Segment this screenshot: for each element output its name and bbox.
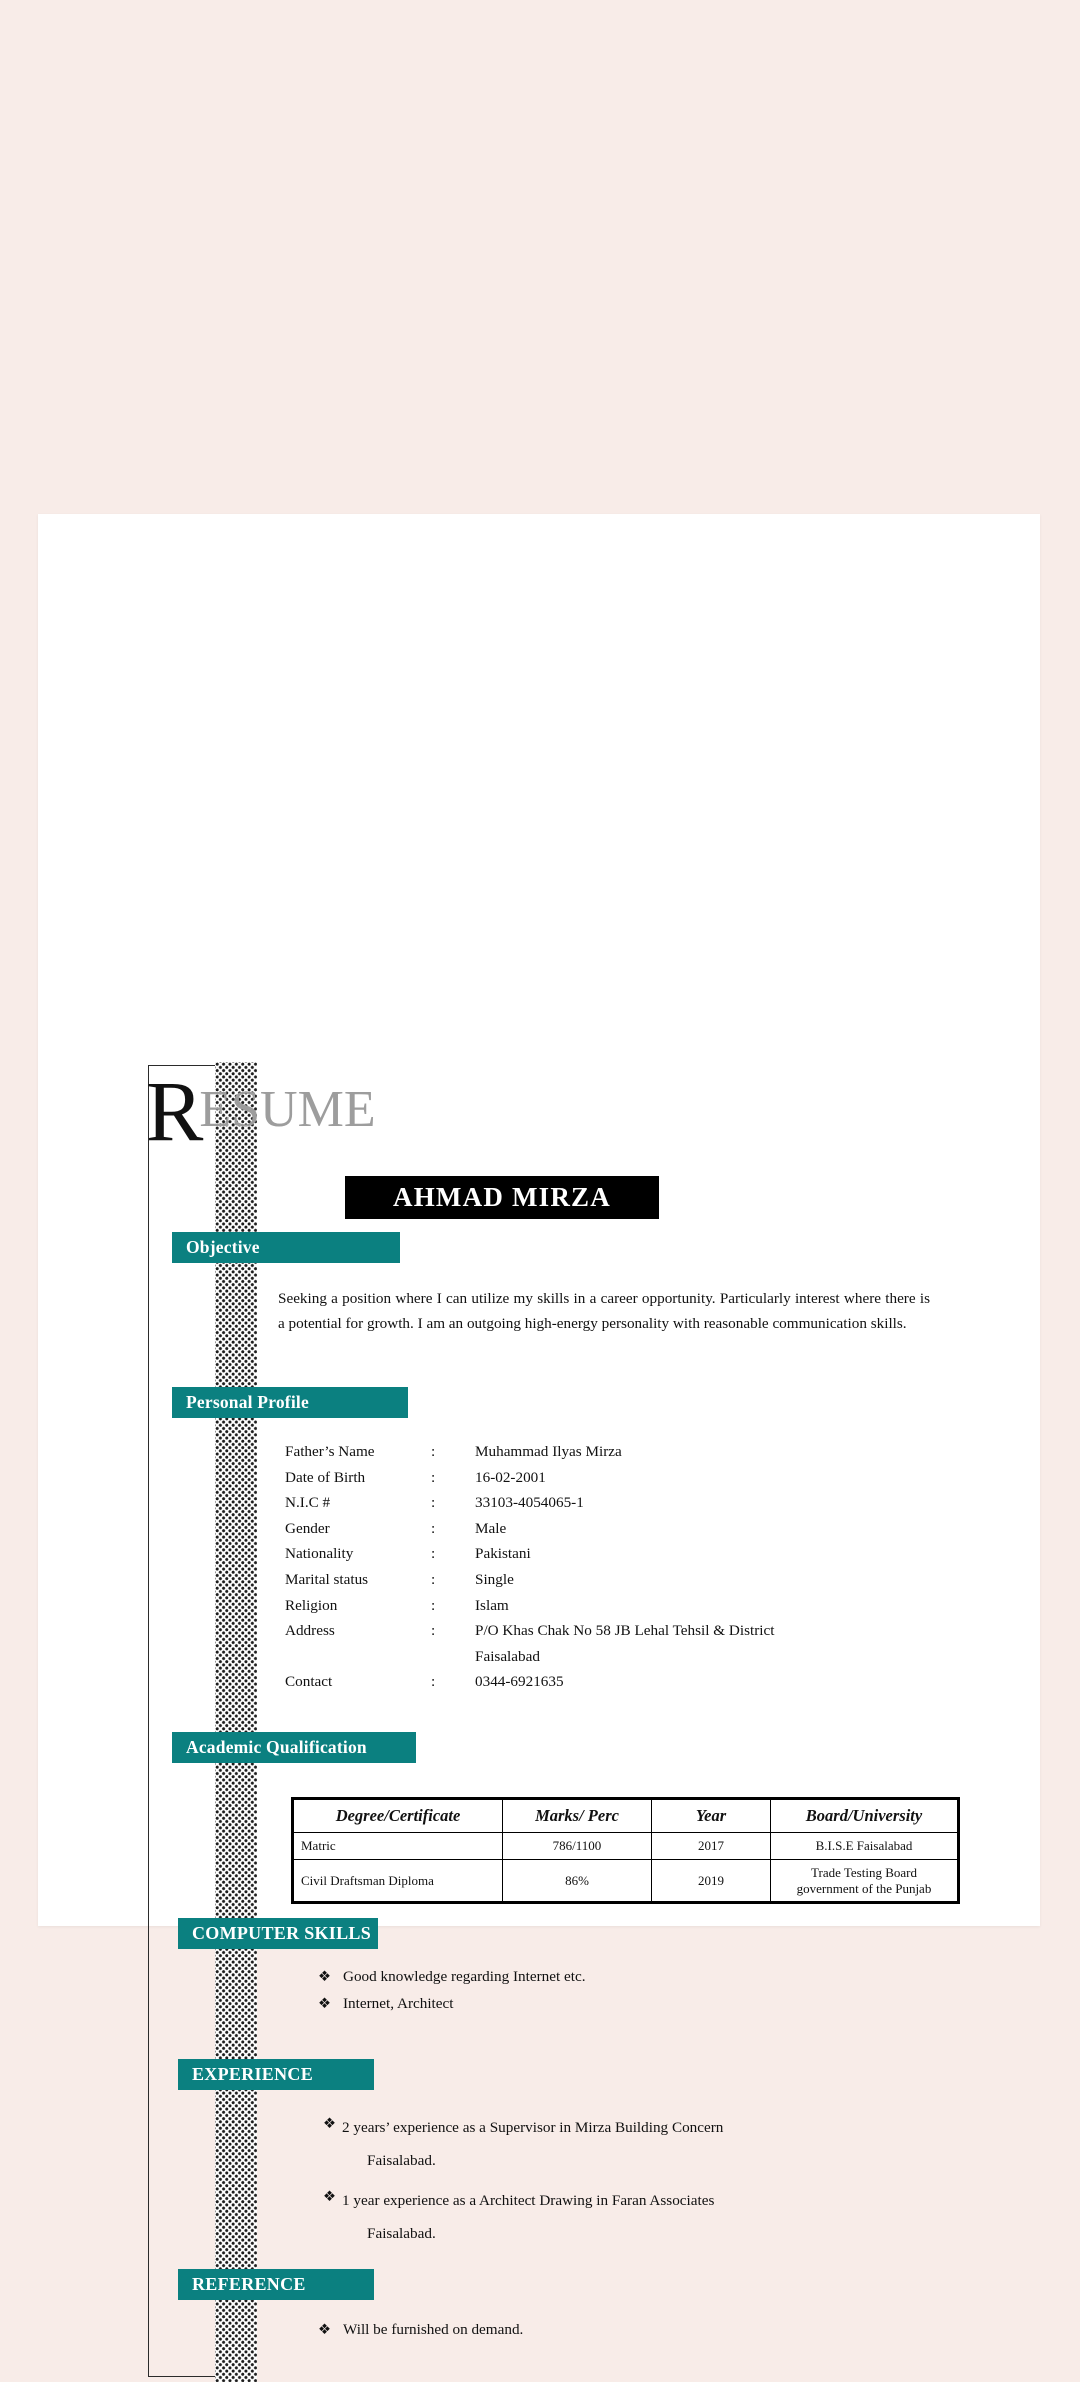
wordmark-rest: ESUME	[199, 1081, 376, 1138]
profile-separator: :	[431, 1673, 436, 1691]
profile-label: Religion	[285, 1596, 338, 1614]
profile-label: Contact	[285, 1673, 333, 1691]
profile-separator: :	[431, 1494, 436, 1512]
column-header-marks: Marks/ Perc	[503, 1800, 652, 1833]
computer-skills-list	[318, 1964, 938, 2018]
experience-list	[323, 2111, 931, 2251]
profile-separator: :	[431, 1443, 436, 1460]
candidate-name-banner	[345, 1176, 659, 1219]
section-title-reference: REFERENCE	[192, 2274, 306, 2294]
profile-value: Male	[475, 1519, 507, 1537]
personal-profile-list	[285, 1439, 945, 1695]
address-line-1: P/O Khas Chak No 58 JB Lehal Tehsil & District	[475, 1622, 775, 1640]
profile-label: Date of Birth	[285, 1468, 366, 1486]
board-line-2: government of the Punjab	[796, 1880, 932, 1896]
profile-separator: :	[431, 1519, 436, 1537]
cell-board: B.I.S.E Faisalabad	[771, 1833, 958, 1860]
diamond-bullet-icon: ❖	[323, 2116, 336, 2132]
profile-separator: :	[431, 1570, 436, 1588]
resume-document	[38, 514, 1040, 2338]
column-header-year: Year	[652, 1800, 771, 1833]
profile-label: Gender	[285, 1519, 330, 1537]
list-item	[323, 2184, 931, 2250]
diamond-bullet-icon: ❖	[318, 1969, 331, 1985]
profile-row	[285, 1465, 945, 1491]
profile-row	[285, 1669, 945, 1695]
profile-row	[285, 1541, 945, 1567]
experience-line-1: 1 year experience as a Architect Drawing in Faran Associates	[342, 2192, 715, 2209]
board-line-1: Trade Testing Board	[811, 1865, 917, 1880]
list-item	[318, 2317, 878, 2343]
cell-marks: 786/1100	[503, 1833, 652, 1860]
experience-line-1: 2 years’ experience as a Supervisor in Mirza Building Concern	[342, 2119, 724, 2136]
profile-row	[285, 1490, 945, 1516]
address-line-2: Faisalabad	[475, 1647, 540, 1665]
list-item	[318, 1964, 938, 1990]
column-header-board: Board/University	[771, 1800, 958, 1833]
profile-value: Pakistani	[475, 1545, 531, 1563]
diamond-bullet-icon: ❖	[323, 2189, 336, 2205]
profile-separator: :	[431, 1545, 436, 1563]
section-header-academic-qualification	[172, 1732, 416, 1763]
table-row	[294, 1860, 958, 1902]
section-title-academic-qualification: Academic Qualification	[186, 1737, 367, 1757]
experience-line-2: Faisalabad.	[367, 2152, 436, 2169]
wordmark-initial: R	[146, 1063, 203, 1159]
profile-value: 16-02-2001	[475, 1468, 546, 1486]
section-header-objective	[172, 1232, 400, 1263]
table-header-row	[294, 1800, 958, 1833]
profile-value: Single	[475, 1570, 514, 1588]
section-header-personal-profile	[172, 1387, 408, 1418]
cell-year: 2019	[652, 1860, 771, 1902]
list-item-text: Internet, Architect	[343, 1995, 454, 2012]
list-item-text: Will be furnished on demand.	[343, 2321, 524, 2338]
profile-label: Address	[285, 1622, 335, 1640]
column-header-degree: Degree/Certificate	[294, 1800, 503, 1833]
cell-marks: 86%	[503, 1860, 652, 1902]
cell-degree: Matric	[294, 1833, 503, 1860]
profile-value: Islam	[475, 1596, 509, 1614]
diamond-bullet-icon: ❖	[318, 2322, 331, 2338]
cell-degree: Civil Draftsman Diploma	[294, 1860, 503, 1902]
section-title-computer-skills: COMPUTER SKILLS	[192, 1923, 372, 1943]
section-header-computer-skills	[178, 1918, 378, 1949]
academic-qualification-table	[291, 1797, 960, 1904]
profile-row	[285, 1516, 945, 1542]
diamond-bullet-icon: ❖	[318, 1996, 331, 2012]
profile-separator: :	[431, 1468, 436, 1486]
profile-label: Father’s Name	[285, 1443, 375, 1460]
profile-value: 0344-6921635	[475, 1673, 564, 1691]
profile-value: 33103-4054065-1	[475, 1494, 584, 1512]
profile-label: Marital status	[285, 1570, 369, 1588]
section-title-objective: Objective	[186, 1237, 260, 1257]
profile-row	[285, 1567, 945, 1593]
table-row	[294, 1833, 958, 1860]
cell-year: 2017	[652, 1833, 771, 1860]
list-item	[318, 1991, 938, 2017]
profile-separator: :	[431, 1622, 436, 1640]
section-header-reference	[178, 2269, 374, 2300]
profile-value: Muhammad Ilyas Mirza	[475, 1443, 622, 1460]
objective-body: Seeking a position where I can utilize my skills in a career opportunity. Particularly interest where there is a potential for growth. I am an outgoing high-energy personality with reasonable communication skills.	[278, 1290, 930, 1332]
experience-line-2: Faisalabad.	[367, 2225, 436, 2242]
profile-row	[285, 1593, 945, 1619]
profile-row	[285, 1439, 945, 1465]
list-item-text: Good knowledge regarding Internet etc.	[343, 1968, 586, 1985]
list-item	[323, 2111, 931, 2177]
list-item-text	[342, 2184, 931, 2250]
section-title-personal-profile: Personal Profile	[186, 1392, 309, 1412]
profile-row-address	[285, 1618, 945, 1669]
profile-label: N.I.C #	[285, 1494, 331, 1512]
profile-label: Nationality	[285, 1545, 354, 1563]
list-item-text	[342, 2111, 931, 2177]
profile-separator: :	[431, 1596, 436, 1614]
candidate-name: AHMAD MIRZA	[393, 1182, 611, 1212]
section-title-experience: EXPERIENCE	[192, 2064, 314, 2084]
cell-board	[771, 1860, 958, 1902]
section-header-experience	[178, 2059, 374, 2090]
profile-value	[475, 1618, 945, 1669]
